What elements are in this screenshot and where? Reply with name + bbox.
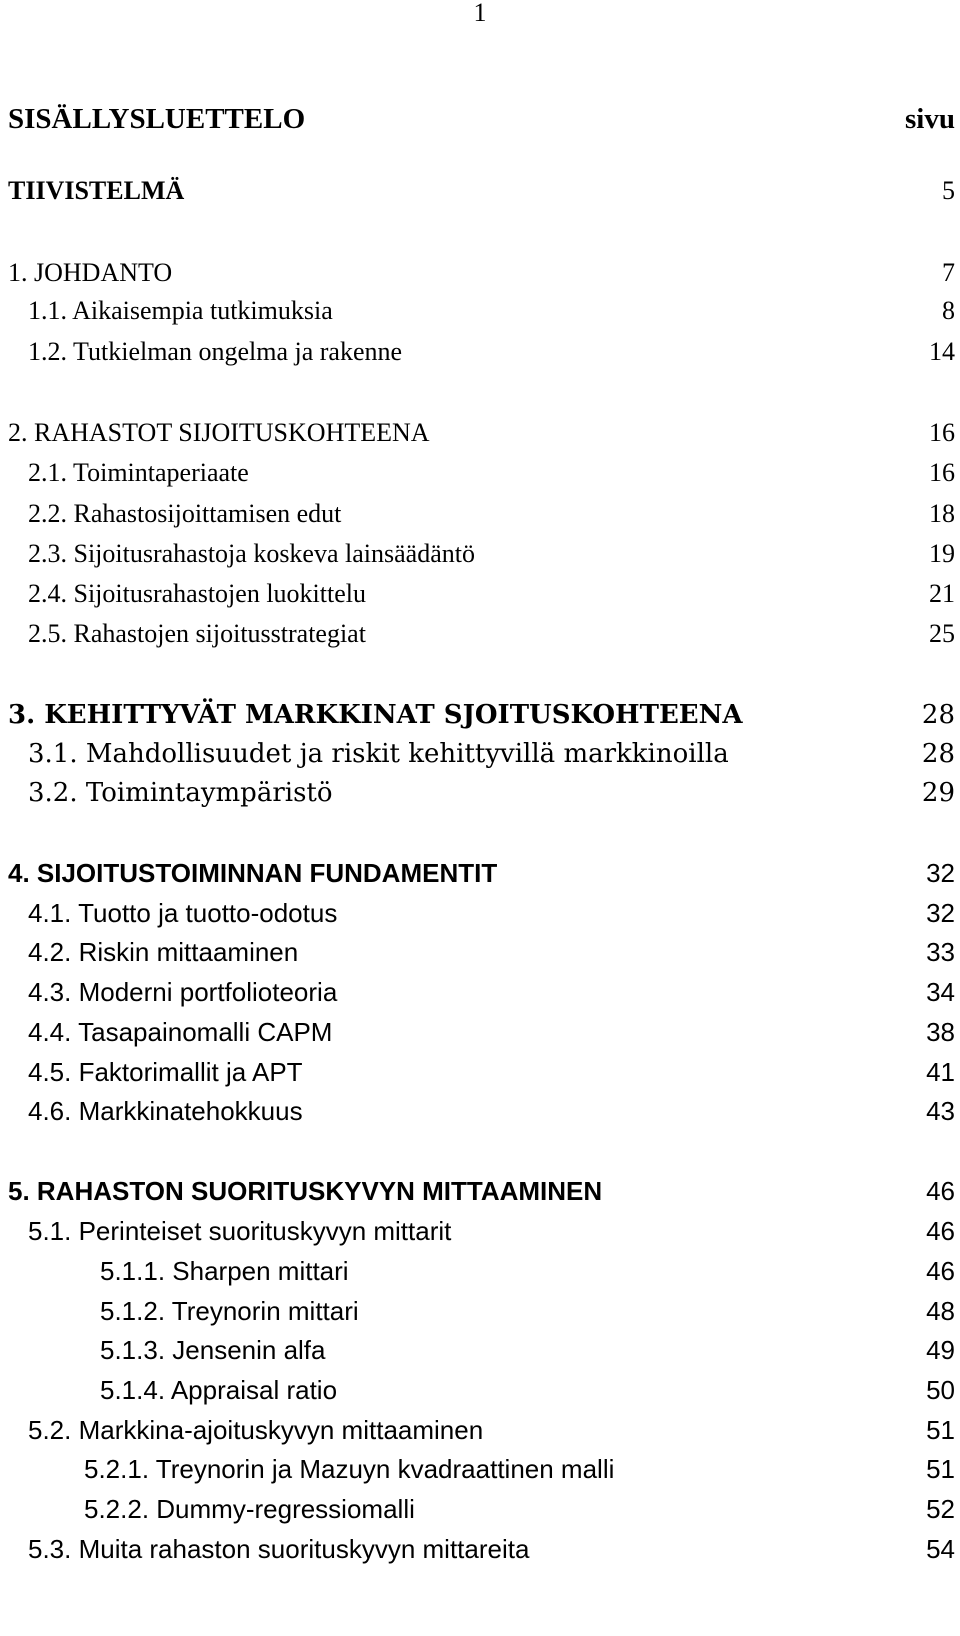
- toc-title: SISÄLLYSLUETTELO: [8, 103, 306, 135]
- toc-entry-page: 29: [921, 778, 955, 808]
- toc-entry: [0, 539, 960, 569]
- page-column-label: sivu: [905, 103, 955, 135]
- toc-entry-page: 51: [926, 1454, 955, 1484]
- toc-entry-title: 4.4. Tasapainomalli CAPM: [28, 1017, 333, 1047]
- toc-entry-title: 2.3. Sijoitusrahastoja koskeva lainsäädäntö: [28, 539, 475, 568]
- toc-entry-page: 46: [926, 1176, 955, 1206]
- toc-entry: [0, 296, 960, 326]
- toc-entry-page: 46: [926, 1256, 955, 1286]
- toc-entry: [0, 977, 960, 1007]
- toc-entry: [0, 337, 960, 367]
- toc-entry-page: 48: [926, 1296, 955, 1326]
- toc-entry-title: 3.1. Mahdollisuudet ja riskit kehittyvillä markkinoilla: [28, 739, 729, 769]
- toc-entry-page: 5: [942, 176, 955, 205]
- toc-entry: [0, 1216, 960, 1246]
- toc-entry-title: 3.2. Toimintaympäristö: [28, 778, 333, 808]
- toc-entry-title: 2.2. Rahastosijoittamisen edut: [28, 499, 342, 528]
- toc-entry: [0, 499, 960, 529]
- toc-entry-page: 38: [926, 1017, 955, 1047]
- toc-entry: [0, 1057, 960, 1087]
- toc-entry-page: 41: [926, 1057, 955, 1087]
- toc-entry: [0, 258, 960, 288]
- toc-entry: [0, 1176, 960, 1206]
- toc-entry-page: 18: [929, 499, 955, 528]
- toc-entry-title: 5. RAHASTON SUORITUSKYVYN MITTAAMINEN: [8, 1176, 603, 1206]
- toc-entry: [0, 619, 960, 649]
- toc-entry-page: 21: [929, 579, 955, 608]
- toc-entry-title: 4.1. Tuotto ja tuotto-odotus: [28, 898, 338, 928]
- toc-entry: [0, 1494, 960, 1524]
- toc-entry: [0, 937, 960, 967]
- toc-entry-title: 4.6. Markkinatehokkuus: [28, 1096, 303, 1126]
- toc-entry-title: 1.1. Aikaisempia tutkimuksia: [28, 296, 333, 325]
- toc-entry-page: 33: [926, 937, 955, 967]
- toc-entry-title: 5.1.4. Appraisal ratio: [100, 1375, 338, 1405]
- toc-entry: [0, 1296, 960, 1326]
- toc-entry-title: TIIVISTELMÄ: [8, 176, 185, 205]
- toc-header: [4, 103, 960, 133]
- toc-entry-title: 5.2. Markkina-ajoituskyvyn mittaaminen: [28, 1415, 484, 1445]
- page-number: 1: [473, 0, 487, 27]
- toc-entry: [0, 1534, 960, 1564]
- toc-entry-title: 5.2.1. Treynorin ja Mazuyn kvadraattinen malli: [84, 1454, 615, 1484]
- toc-entry-page: 34: [926, 977, 955, 1007]
- toc-entry-page: 8: [942, 296, 955, 325]
- toc-entry-title: 5.1.3. Jensenin alfa: [100, 1335, 326, 1365]
- toc-entry-page: 51: [926, 1415, 955, 1445]
- toc-entry-title: 4. SIJOITUSTOIMINNAN FUNDAMENTIT: [8, 858, 498, 888]
- toc-entry: [0, 1415, 960, 1445]
- toc-entry: [0, 1256, 960, 1286]
- toc-entry: [0, 858, 960, 888]
- toc-entry-title: 1. JOHDANTO: [8, 258, 173, 287]
- toc-entry: [0, 176, 960, 206]
- toc-entry-page: 19: [929, 539, 955, 568]
- toc-entry-page: 46: [926, 1216, 955, 1246]
- toc-entry: [0, 898, 960, 928]
- toc-entry-page: 25: [929, 619, 955, 648]
- toc-entry-title: 5.1.1. Sharpen mittari: [100, 1256, 349, 1286]
- toc-entry-page: 50: [926, 1375, 955, 1405]
- toc-entry: [0, 778, 960, 808]
- toc-entry-title: 4.5. Faktorimallit ja APT: [28, 1057, 303, 1087]
- toc-entry-title: 2.4. Sijoitusrahastojen luokittelu: [28, 579, 366, 608]
- toc-entry: [0, 418, 960, 448]
- toc-entry-page: 49: [926, 1335, 955, 1365]
- toc-entry-page: 32: [926, 898, 955, 928]
- toc-entry-page: 7: [942, 258, 955, 287]
- toc-entry: [0, 579, 960, 609]
- toc-entry-title: 2.1. Toimintaperiaate: [28, 458, 249, 487]
- toc-entry-page: 32: [926, 858, 955, 888]
- toc-entry-title: 5.1. Perinteiset suorituskyvyn mittarit: [28, 1216, 452, 1246]
- toc-entry-title: 5.1.2. Treynorin mittari: [100, 1296, 359, 1326]
- toc-entry-title: 3. KEHITTYVÄT MARKKINAT SJOITUSKOHTEENA: [8, 700, 743, 730]
- toc-entry-page: 28: [921, 739, 955, 769]
- toc-entry: [0, 739, 960, 769]
- toc-entry-title: 5.2.2. Dummy-regressiomalli: [84, 1494, 415, 1524]
- toc-entry-page: 43: [926, 1096, 955, 1126]
- toc-entry-title: 2.5. Rahastojen sijoitusstrategiat: [28, 619, 366, 648]
- toc-entry-title: 5.3. Muita rahaston suorituskyvyn mittareita: [28, 1534, 530, 1564]
- toc-entry: [0, 700, 960, 730]
- toc-entry-page: 54: [926, 1534, 955, 1564]
- toc-entry: [0, 1454, 960, 1484]
- toc-entry: [0, 1375, 960, 1405]
- toc-entry: [0, 1096, 960, 1126]
- toc-entry-page: 14: [929, 337, 955, 366]
- toc-entry-title: 4.2. Riskin mittaaminen: [28, 937, 299, 967]
- toc-entry: [0, 458, 960, 488]
- toc-entry-page: 16: [929, 418, 955, 447]
- toc-entry-page: 52: [926, 1494, 955, 1524]
- toc-entry-page: 28: [921, 700, 955, 730]
- toc-entry-title: 4.3. Moderni portfolioteoria: [28, 977, 338, 1007]
- toc-entry: [0, 1017, 960, 1047]
- toc-entry-title: 2. RAHASTOT SIJOITUSKOHTEENA: [8, 418, 430, 447]
- toc-entry: [0, 1335, 960, 1365]
- toc-entry-page: 16: [929, 458, 955, 487]
- toc-entry-title: 1.2. Tutkielman ongelma ja rakenne: [28, 337, 403, 366]
